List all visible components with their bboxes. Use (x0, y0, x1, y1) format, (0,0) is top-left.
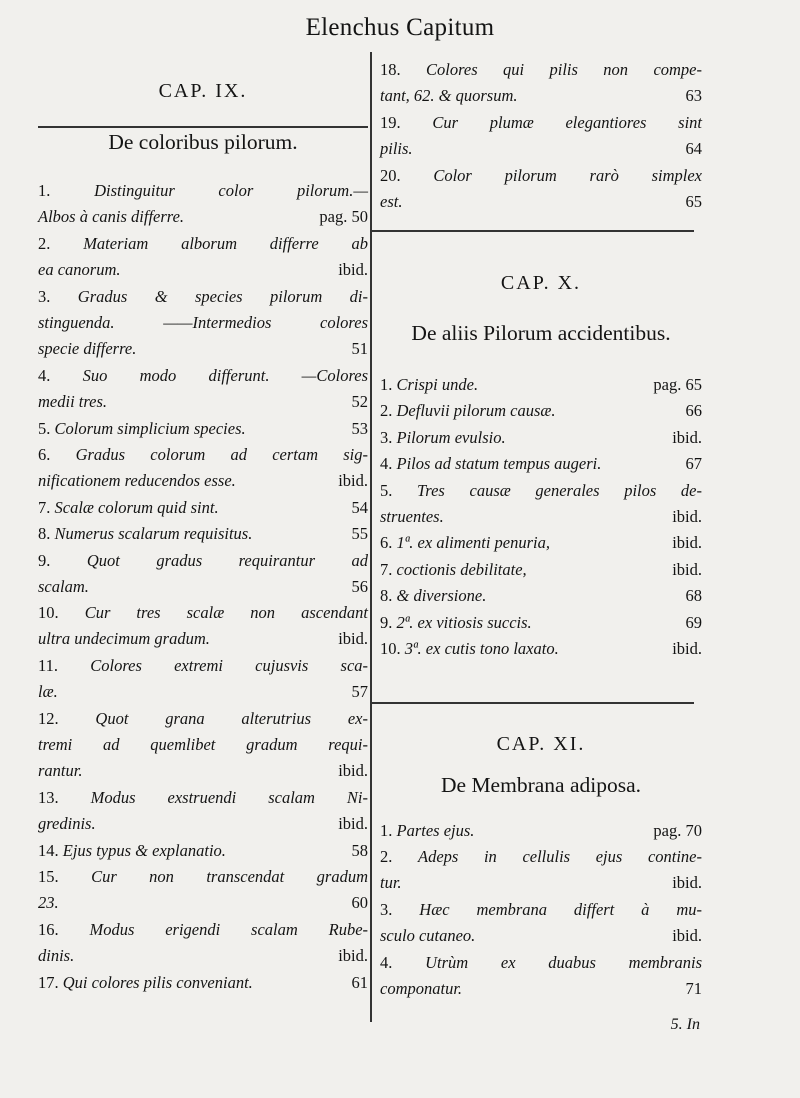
toc-entry-text: Colores extremi cujusvis sca- (90, 656, 369, 676)
toc-entry-line (38, 679, 368, 705)
section-title-xi: De Membrana adiposa. (441, 773, 641, 797)
toc-entry-line (380, 372, 702, 398)
toc-entry-line (380, 136, 702, 162)
toc-entry (380, 398, 702, 424)
toc-entry-line (380, 818, 702, 844)
toc-entry-text: Partes ejus. (396, 821, 475, 840)
toc-entry-line (380, 57, 702, 83)
toc-entry-line (380, 478, 702, 504)
toc-entry-text: est. (380, 191, 403, 211)
chapter-rule (372, 702, 694, 704)
toc-entry-number: 8. (380, 586, 397, 606)
toc-entry-line (38, 336, 368, 362)
toc-entry-line (380, 976, 702, 1002)
toc-entry (380, 425, 702, 451)
section-title-ix: De coloribus pilorum. (108, 130, 298, 154)
toc-entry (380, 110, 702, 162)
toc-entry-page: 58 (351, 841, 368, 860)
toc-entry-page: 66 (685, 401, 702, 421)
toc-entry-line (38, 943, 368, 969)
section-title-x: De aliis Pilorum accidentibus. (411, 321, 671, 345)
toc-entry-text: Colorum simplicium species. (54, 418, 246, 438)
toc-entry-line (38, 416, 368, 442)
toc-entry-number: 6. (380, 533, 397, 553)
toc-entry-page: 53 (351, 418, 368, 438)
toc-entry-line (38, 204, 368, 230)
toc-entry-number: 20. (380, 165, 434, 185)
toc-entry-line (38, 442, 368, 468)
toc-entry-text: Suo modo differunt. —Colores (82, 365, 368, 385)
catchword: 5. In (670, 1016, 700, 1033)
toc-entry-number: 3. (38, 286, 78, 306)
toc-entry-page: 55 (351, 524, 368, 544)
toc-entry-line (380, 636, 702, 662)
toc-entry-line (380, 425, 702, 451)
toc-entry-number: 1. (380, 375, 397, 394)
toc-entry-number: 4. (38, 365, 83, 385)
toc-entry-line (38, 284, 368, 310)
toc-entry-text: Materiam alborum differre ab (83, 233, 368, 253)
toc-entry-text: rantur. (38, 761, 83, 780)
toc-entry-text: Ejus typus & explanatio. (62, 841, 226, 860)
toc-entry-line (38, 653, 368, 679)
toc-entry-page: ibid. (672, 926, 702, 946)
toc-entry-page: 56 (351, 576, 368, 596)
toc-entry (380, 57, 702, 109)
toc-entry-page: 54 (351, 497, 368, 517)
toc-entry-number: 7. (380, 559, 397, 579)
toc-entry-line (38, 600, 368, 626)
toc-entry-number: 14. (38, 841, 63, 860)
toc-entry-number: 3. (380, 900, 420, 920)
toc-entry-text: struentes. (380, 506, 444, 526)
toc-entry-line (38, 468, 368, 494)
toc-entry-page: ibid. (338, 471, 368, 490)
toc-entry-page: ibid. (672, 559, 702, 579)
toc-entry-line (380, 870, 702, 896)
toc-entry (38, 416, 368, 442)
toc-entry-text: dinis. (38, 946, 75, 966)
toc-entry-line (38, 521, 368, 547)
toc-entry (38, 917, 368, 969)
toc-entry-line (380, 610, 702, 636)
toc-entry (380, 372, 702, 398)
toc-entry (38, 495, 368, 521)
toc-entry-text: tant, 62. & quorsum. (380, 86, 518, 105)
toc-entry-page: ibid. (672, 506, 702, 526)
toc-entry-text: Utrùm ex duabus membranis (425, 953, 702, 972)
toc-entry (38, 970, 368, 996)
chapter-rule (38, 126, 368, 128)
toc-entry-page: 63 (685, 86, 702, 105)
toc-entry-text: Gradus & species pilorum di- (77, 286, 369, 306)
toc-entry-text: Quot gradus requirantur ad (86, 550, 368, 570)
toc-entry (380, 636, 702, 662)
toc-entry-line (380, 557, 702, 583)
toc-entry-text: medii tres. (38, 391, 108, 411)
toc-entry-line (38, 917, 368, 943)
toc-entry-text: scalam. (38, 576, 89, 596)
toc-entry-text: sculo cutaneo. (380, 926, 476, 946)
toc-entry (38, 785, 368, 837)
toc-entry-text: Cur plumæ elegantiores sint (432, 112, 703, 132)
toc-entry (38, 838, 368, 864)
toc-entry-number: 3. (380, 427, 397, 447)
toc-entry-line (38, 574, 368, 600)
toc-entry-page: 71 (685, 979, 702, 998)
toc-entry-line (380, 189, 702, 215)
toc-entry-text: Gradus colorum ad certam sig- (75, 445, 369, 464)
toc-entry (380, 557, 702, 583)
toc-entry-page: 61 (351, 973, 368, 992)
toc-entry (380, 610, 702, 636)
toc-entry-text: Distinguitur color pilorum.— (94, 181, 368, 200)
toc-entry (380, 163, 702, 215)
toc-entry (380, 897, 702, 949)
toc-entry-line (38, 785, 368, 811)
toc-entry-page: ibid. (672, 639, 702, 658)
toc-entry-page: pag. 50 (319, 207, 368, 226)
toc-entry-text: Color pilorum rarò simplex (433, 165, 702, 185)
toc-entry-page: ibid. (338, 629, 368, 649)
toc-entry-text: Cur tres scalæ non ascendant (84, 603, 368, 623)
toc-entry-text: 1ª. ex alimenti penuria, (396, 533, 550, 553)
toc-entry-line (380, 83, 702, 109)
toc-entry-text: Hæc membrana differt à mu- (419, 900, 702, 920)
toc-entry (38, 521, 368, 547)
toc-entry-line (38, 732, 368, 758)
toc-entry-text: ea canorum. (38, 259, 121, 279)
toc-entry (38, 442, 368, 494)
toc-entry (38, 706, 368, 784)
toc-entry-page: ibid. (338, 946, 368, 966)
toc-entry-line (380, 110, 702, 136)
toc-entry-text: 2ª. ex vitiosis succis. (396, 612, 532, 632)
toc-entry-text: tremi ad quemlibet gradum requi- (38, 735, 368, 754)
toc-entry-line (38, 811, 368, 837)
toc-entry-page: pag. 65 (653, 375, 702, 394)
toc-entry-number: 19. (380, 112, 433, 132)
toc-entry-page: 51 (351, 338, 368, 358)
toc-entry-number: 18. (380, 60, 427, 79)
toc-entry-line (38, 970, 368, 996)
toc-entry-line (38, 838, 368, 864)
toc-entry-line (38, 548, 368, 574)
toc-entry-number: 17. (38, 973, 63, 992)
toc-entry-page: 67 (685, 454, 702, 474)
toc-entry-line (38, 178, 368, 204)
toc-entry-text: Pilorum evulsio. (396, 427, 506, 447)
toc-entry (380, 950, 702, 1002)
toc-entry-line (380, 451, 702, 477)
toc-entry (380, 844, 702, 896)
toc-entry-number: 10. (380, 639, 405, 658)
toc-entry-page: 60 (351, 893, 368, 913)
toc-entry-text: ultra undecimum gradum. (38, 629, 210, 649)
toc-entry-line (38, 890, 368, 916)
chapter-heading-xi: CAP. XI. (496, 733, 586, 755)
toc-entry (38, 548, 368, 600)
toc-entry-number: 2. (38, 233, 84, 253)
chapter-heading-ix: CAP. IX. (158, 80, 248, 102)
toc-entry-line (38, 310, 368, 336)
toc-entry (38, 653, 368, 705)
page-header: Elenchus Capitum (305, 14, 495, 41)
toc-entry-line (38, 363, 368, 389)
toc-entry-text: Numerus scalarum requisitus. (54, 524, 253, 544)
toc-entry-line (38, 758, 368, 784)
toc-entry (380, 530, 702, 556)
toc-entry-line (38, 864, 368, 890)
toc-entry-number: 1. (38, 181, 95, 200)
toc-entry-page: pag. 70 (653, 821, 702, 840)
toc-entry-number: 10. (38, 603, 85, 623)
toc-entry (38, 284, 368, 362)
toc-entry-number: 6. (38, 445, 76, 464)
toc-entry-page: ibid. (672, 533, 702, 553)
toc-entry-line (38, 626, 368, 652)
column-divider (370, 52, 372, 1022)
toc-entry (38, 600, 368, 652)
chapter-heading-x: CAP. X. (500, 272, 582, 294)
toc-entry-text: Adeps in cellulis ejus contine- (418, 847, 703, 867)
toc-entry-number: 9. (380, 612, 397, 632)
toc-entry-number: 15. (38, 867, 92, 887)
toc-entry-text: coctionis debilitate, (396, 559, 527, 579)
toc-entry-text: læ. (38, 682, 58, 702)
toc-entry (38, 178, 368, 230)
toc-entry-text: Quot grana alterutrius ex- (95, 709, 368, 728)
toc-entry-number: 12. (38, 709, 96, 728)
toc-entry-line (380, 163, 702, 189)
toc-entry-page: ibid. (338, 814, 368, 834)
toc-entry-page: 68 (685, 586, 702, 606)
toc-entry-line (380, 530, 702, 556)
toc-entry (380, 583, 702, 609)
toc-entry-line (38, 495, 368, 521)
toc-entry-page: ibid. (672, 427, 702, 447)
toc-entry-page: 64 (685, 138, 702, 158)
chapter-rule (372, 230, 694, 232)
toc-entry-page: 52 (351, 391, 368, 411)
toc-entry (38, 864, 368, 916)
toc-entry-text: Tres causæ generales pilos de- (417, 480, 703, 500)
toc-entry-text: Albos à canis differre. (38, 207, 185, 226)
toc-entry-page: ibid. (338, 259, 368, 279)
toc-entry-text: pilis. (380, 138, 413, 158)
toc-entry-number: 4. (380, 953, 426, 972)
toc-entry-text: Modus erigendi scalam Rube- (89, 920, 369, 940)
toc-entry-page: 57 (351, 682, 368, 702)
toc-entry-number: 16. (38, 920, 90, 940)
toc-entry-line (380, 844, 702, 870)
toc-entry (38, 231, 368, 283)
toc-entry-number: 1. (380, 821, 397, 840)
toc-entry-text: tur. (380, 873, 402, 893)
toc-entry-number: 2. (380, 401, 397, 421)
toc-entry-text: Modus exstruendi scalam Ni- (90, 788, 369, 808)
toc-entry-number: 4. (380, 454, 397, 474)
toc-entry-number: 9. (38, 550, 87, 570)
toc-entry-number: 13. (38, 788, 91, 808)
toc-entry-text: 23. (38, 893, 59, 913)
toc-entry-line (380, 950, 702, 976)
toc-entry-text: Pilos ad statum tempus augeri. (396, 454, 602, 474)
toc-entry (380, 478, 702, 530)
toc-entry-line (380, 897, 702, 923)
toc-entry-text: specie differre. (38, 338, 137, 358)
toc-entry-line (380, 583, 702, 609)
toc-entry-text: stinguenda. ——Intermedios colores (38, 312, 368, 332)
toc-entry-text: & diversione. (396, 586, 487, 606)
toc-entry-line (380, 923, 702, 949)
toc-entry-number: 8. (38, 524, 55, 544)
toc-entry-text: Qui colores pilis conveniant. (62, 973, 253, 992)
toc-entry-text: Scalæ colorum quid sint. (54, 497, 219, 517)
toc-entry-text: gredinis. (38, 814, 96, 834)
toc-entry-line (38, 231, 368, 257)
toc-entry-text: Cur non transcendat gradum (91, 867, 369, 887)
toc-entry-text: nificationem reducendos esse. (38, 471, 236, 490)
toc-entry-text: Defluvii pilorum causæ. (396, 401, 556, 421)
toc-entry-line (380, 504, 702, 530)
toc-entry (380, 451, 702, 477)
toc-entry-line (380, 398, 702, 424)
toc-entry-number: 2. (380, 847, 419, 867)
toc-entry-text: componatur. (380, 979, 463, 998)
toc-entry-page: ibid. (338, 761, 368, 780)
toc-entry-page: ibid. (672, 873, 702, 893)
toc-entry-text: Crispi unde. (396, 375, 479, 394)
toc-entry-number: 5. (380, 480, 418, 500)
toc-entry-line (38, 389, 368, 415)
toc-entry-number: 7. (38, 497, 55, 517)
toc-entry-page: 69 (685, 612, 702, 632)
toc-entry (380, 818, 702, 844)
toc-entry-text: Colores qui pilis non compe- (426, 60, 702, 79)
toc-entry (38, 363, 368, 415)
toc-entry-page: 65 (685, 191, 702, 211)
toc-entry-line (38, 706, 368, 732)
toc-entry-number: 11. (38, 656, 91, 676)
toc-entry-line (38, 257, 368, 283)
toc-entry-number: 5. (38, 418, 55, 438)
toc-entry-text: 3ª. ex cutis tono laxato. (404, 639, 559, 658)
